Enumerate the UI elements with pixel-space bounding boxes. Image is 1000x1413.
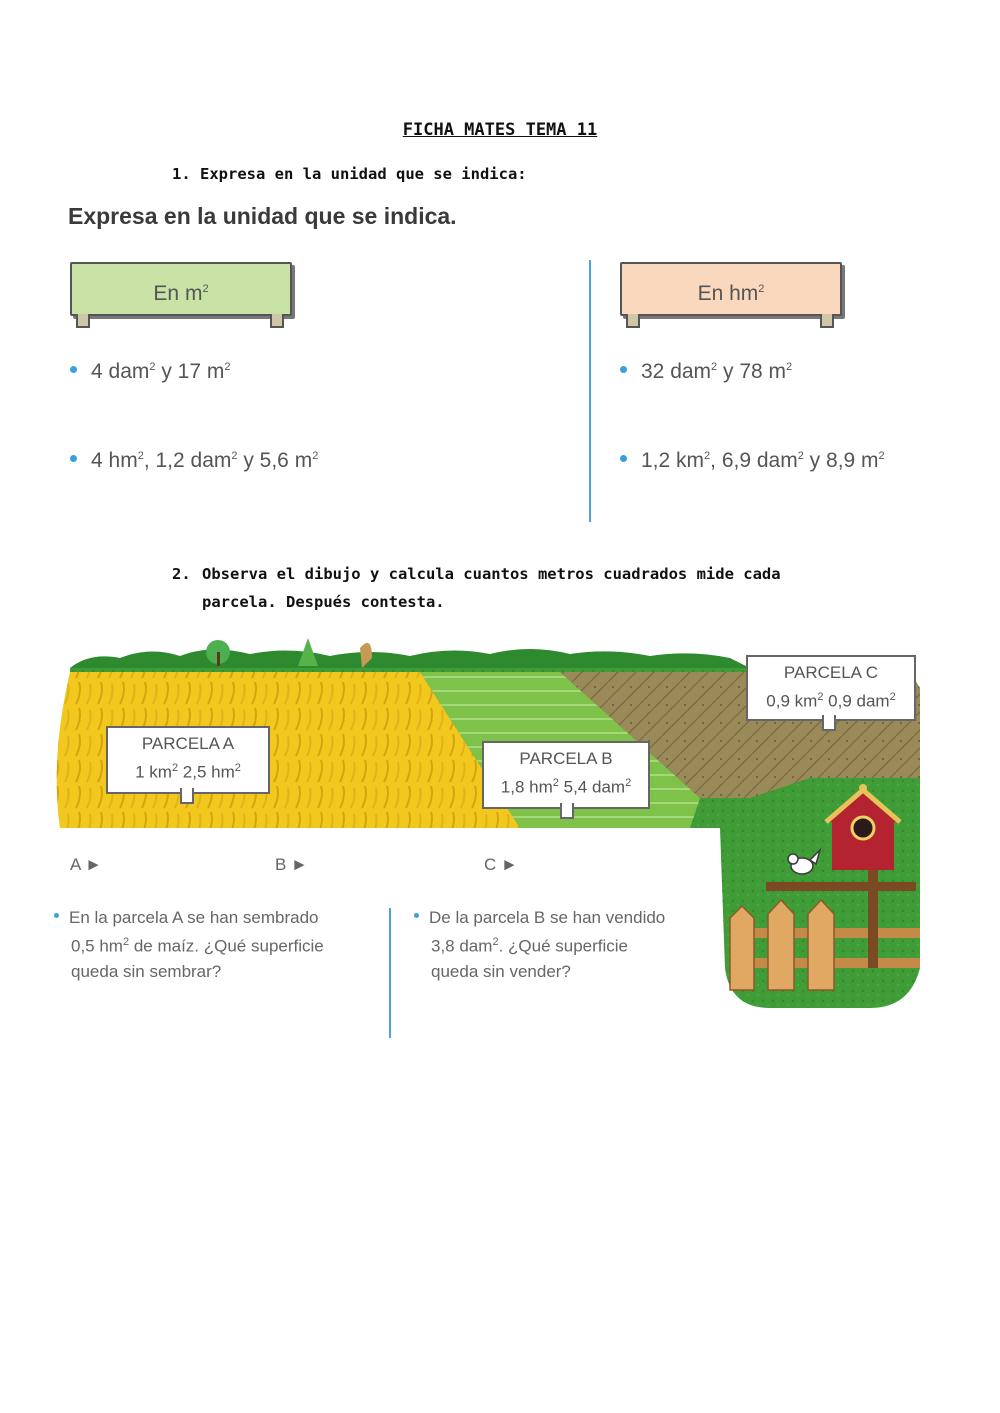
question-1-number: 1. bbox=[172, 165, 191, 183]
question-1 bbox=[172, 160, 527, 188]
bullet-icon bbox=[414, 913, 419, 918]
sign-post bbox=[822, 715, 836, 731]
board-en-hm2-sup: 2 bbox=[758, 283, 765, 295]
bullet-icon bbox=[70, 366, 77, 373]
board-en-hm2-label: En hm bbox=[697, 282, 759, 305]
answer-b: B ► bbox=[275, 855, 308, 874]
sign-parcela-c bbox=[746, 655, 916, 721]
question-2-number: 2. bbox=[172, 565, 191, 583]
parcela-a-value: 1 $km^2$ 2,5 $hm^2$ bbox=[135, 762, 241, 782]
tree-line bbox=[70, 638, 750, 668]
board-en-m2-sup: 2 bbox=[202, 283, 209, 295]
parcela-c-name: PARCELA C bbox=[783, 663, 879, 682]
sign-parcela-b bbox=[482, 741, 650, 809]
bullet-icon bbox=[54, 913, 59, 918]
sign-post bbox=[560, 803, 574, 819]
sign-parcela-a bbox=[106, 726, 270, 794]
exercise-heading: Expresa en la unidad que se indica. bbox=[68, 203, 457, 229]
subquestion-right: De la parcela B se han vendido 3,8 dam$^2$. ¿Qué superficie queda sin vender? bbox=[414, 905, 665, 984]
sign-post bbox=[180, 788, 194, 804]
answer-c: C ► bbox=[484, 855, 518, 874]
board-leg bbox=[820, 314, 834, 328]
board-en-m2 bbox=[70, 262, 292, 316]
bullet-icon bbox=[620, 366, 627, 373]
bullet-icon bbox=[620, 455, 627, 462]
list-item: 4 dam$^2$ y 17 $m^2$ bbox=[70, 360, 230, 384]
answer-divider bbox=[389, 908, 391, 1038]
answer-a: A ► bbox=[70, 855, 102, 874]
page-title: FICHA MATES TEMA 11 bbox=[402, 120, 598, 140]
board-leg bbox=[76, 314, 90, 328]
question-2-line2: parcela. Después contesta. bbox=[202, 593, 445, 611]
list-item: 1,2 $km^2$, 6,9 dam$^2$ y 8,9 $m^2$ bbox=[620, 449, 885, 473]
column-divider bbox=[589, 260, 591, 522]
board-en-m2-label: En m bbox=[153, 282, 203, 305]
question-1-text: Expresa en la unidad que se indica: bbox=[200, 165, 527, 183]
board-leg bbox=[270, 314, 284, 328]
subquestion-left: En la parcela A se han sembrado 0,5 $hm^2$ de maíz. ¿Qué superficie queda sin sembrar? bbox=[54, 905, 324, 984]
list-item: 4 $hm^2$, 1,2 dam$^2$ y 5,6 $m^2$ bbox=[70, 449, 318, 473]
list-item: 32 dam$^2$ y 78 $m^2$ bbox=[620, 360, 792, 384]
question-2-line1: Observa el dibujo y calcula cuantos metros cuadrados mide cada bbox=[202, 565, 781, 583]
question-2 bbox=[172, 560, 812, 616]
parcela-b-name: PARCELA B bbox=[519, 749, 613, 768]
parcela-c-value: 0,9 $km^2$ 0,9 dam$^2$ bbox=[766, 691, 896, 711]
parcela-a-name: PARCELA A bbox=[141, 734, 235, 753]
board-leg bbox=[626, 314, 640, 328]
board-en-hm2 bbox=[620, 262, 842, 316]
parcela-b-value: 1,8 $hm^2$ 5,4 dam$^2$ bbox=[500, 777, 632, 797]
bullet-icon bbox=[70, 455, 77, 462]
